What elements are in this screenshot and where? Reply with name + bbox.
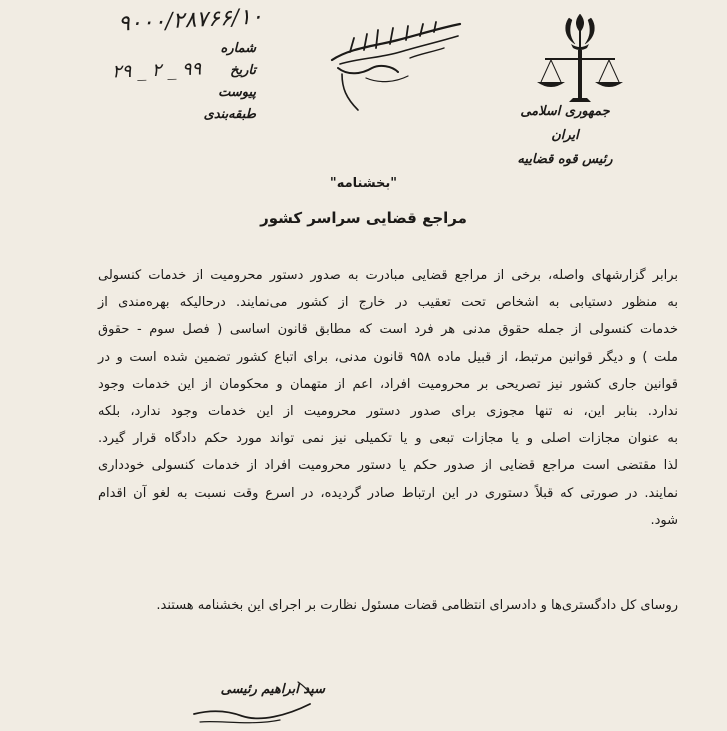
- document-title: "بخشنامه": [329, 176, 398, 191]
- body-line: قوانین جاری کشور نیز تصریحی بر محرومیت افراد، اعم از متهمان و محکومان از این خدمات وجود: [98, 376, 678, 392]
- body-line: ندارد. بنابر این، نه تنها مجوزی برای صدور دستور محرومیت از این خدمات وجود ندارد، بلکه: [98, 404, 678, 420]
- letter-date: ۹۹ _ ۲ _ ۲۹: [111, 58, 202, 83]
- body-line: نمایند. در صورتی که قبلاً دستوری در این ارتباط صادر گردیده، در اسرع وقت نسبت به لغو آن اقدام: [98, 485, 678, 501]
- country-name: جمهوری اسلامی ایران: [520, 104, 610, 143]
- body-line: لذا مقتضی است مراجع قضایی از صدور حکم یا دستور محرومیت افراد از خدمات کنسولی خودداری: [98, 458, 678, 474]
- body-line: ملت ) و دیگر قوانین مرتبط، از قبیل ماده ۹۵۸ قانون مدنی، برای اتباع کشور تضمین شده است و در: [98, 349, 678, 365]
- closing-paragraph: روسای کل دادگستری‌ها و دادسرای انتظامی قضات مسئول نظارت بر اجرای این بخشنامه هستند.: [156, 598, 678, 613]
- number-label: شماره: [220, 41, 256, 56]
- signer-name: سید ابراهیم رئیسی: [220, 682, 325, 697]
- meta-labels: [196, 38, 256, 126]
- attachment-label: پیوست: [218, 85, 256, 100]
- body-text: [98, 262, 678, 534]
- body-line: خدمات کنسولی از جمله حقوق مدنی هر فرد است که مطابق قانون اساسی ( فصل سوم - حقوق: [98, 322, 678, 338]
- date-label: تاریخ: [230, 63, 256, 78]
- letter-number: ۹۰۰۰/۲۸۷۶۶/۱۰: [117, 4, 264, 37]
- classification-label: طبقه‌بندی: [203, 107, 256, 122]
- office-name: رئیس قوه قضاییه: [517, 152, 613, 167]
- body-line: به منظور دستیابی به اشخاص تحت تعقیب در خارج از کشور می‌نمایند. درحالیکه بهره‌مندی از: [98, 295, 678, 311]
- addressee: مراجع قضایی سراسر کشور: [260, 209, 467, 227]
- body-line: برابر گزارشهای واصله، برخی از مراجع قضایی مبادرت به صدور دستور محرومیت از خدمات کنسولی: [98, 268, 678, 283]
- body-line: شود.: [650, 512, 678, 528]
- bismillah-calligraphy: [320, 18, 470, 113]
- body-line: به عنوان مجازات اصلی و یا مجازات تبعی و یا تکمیلی نیز نمی تواند مورد حکم دادگاه قرار گیرد.: [98, 431, 678, 447]
- organization-lines: [510, 100, 620, 172]
